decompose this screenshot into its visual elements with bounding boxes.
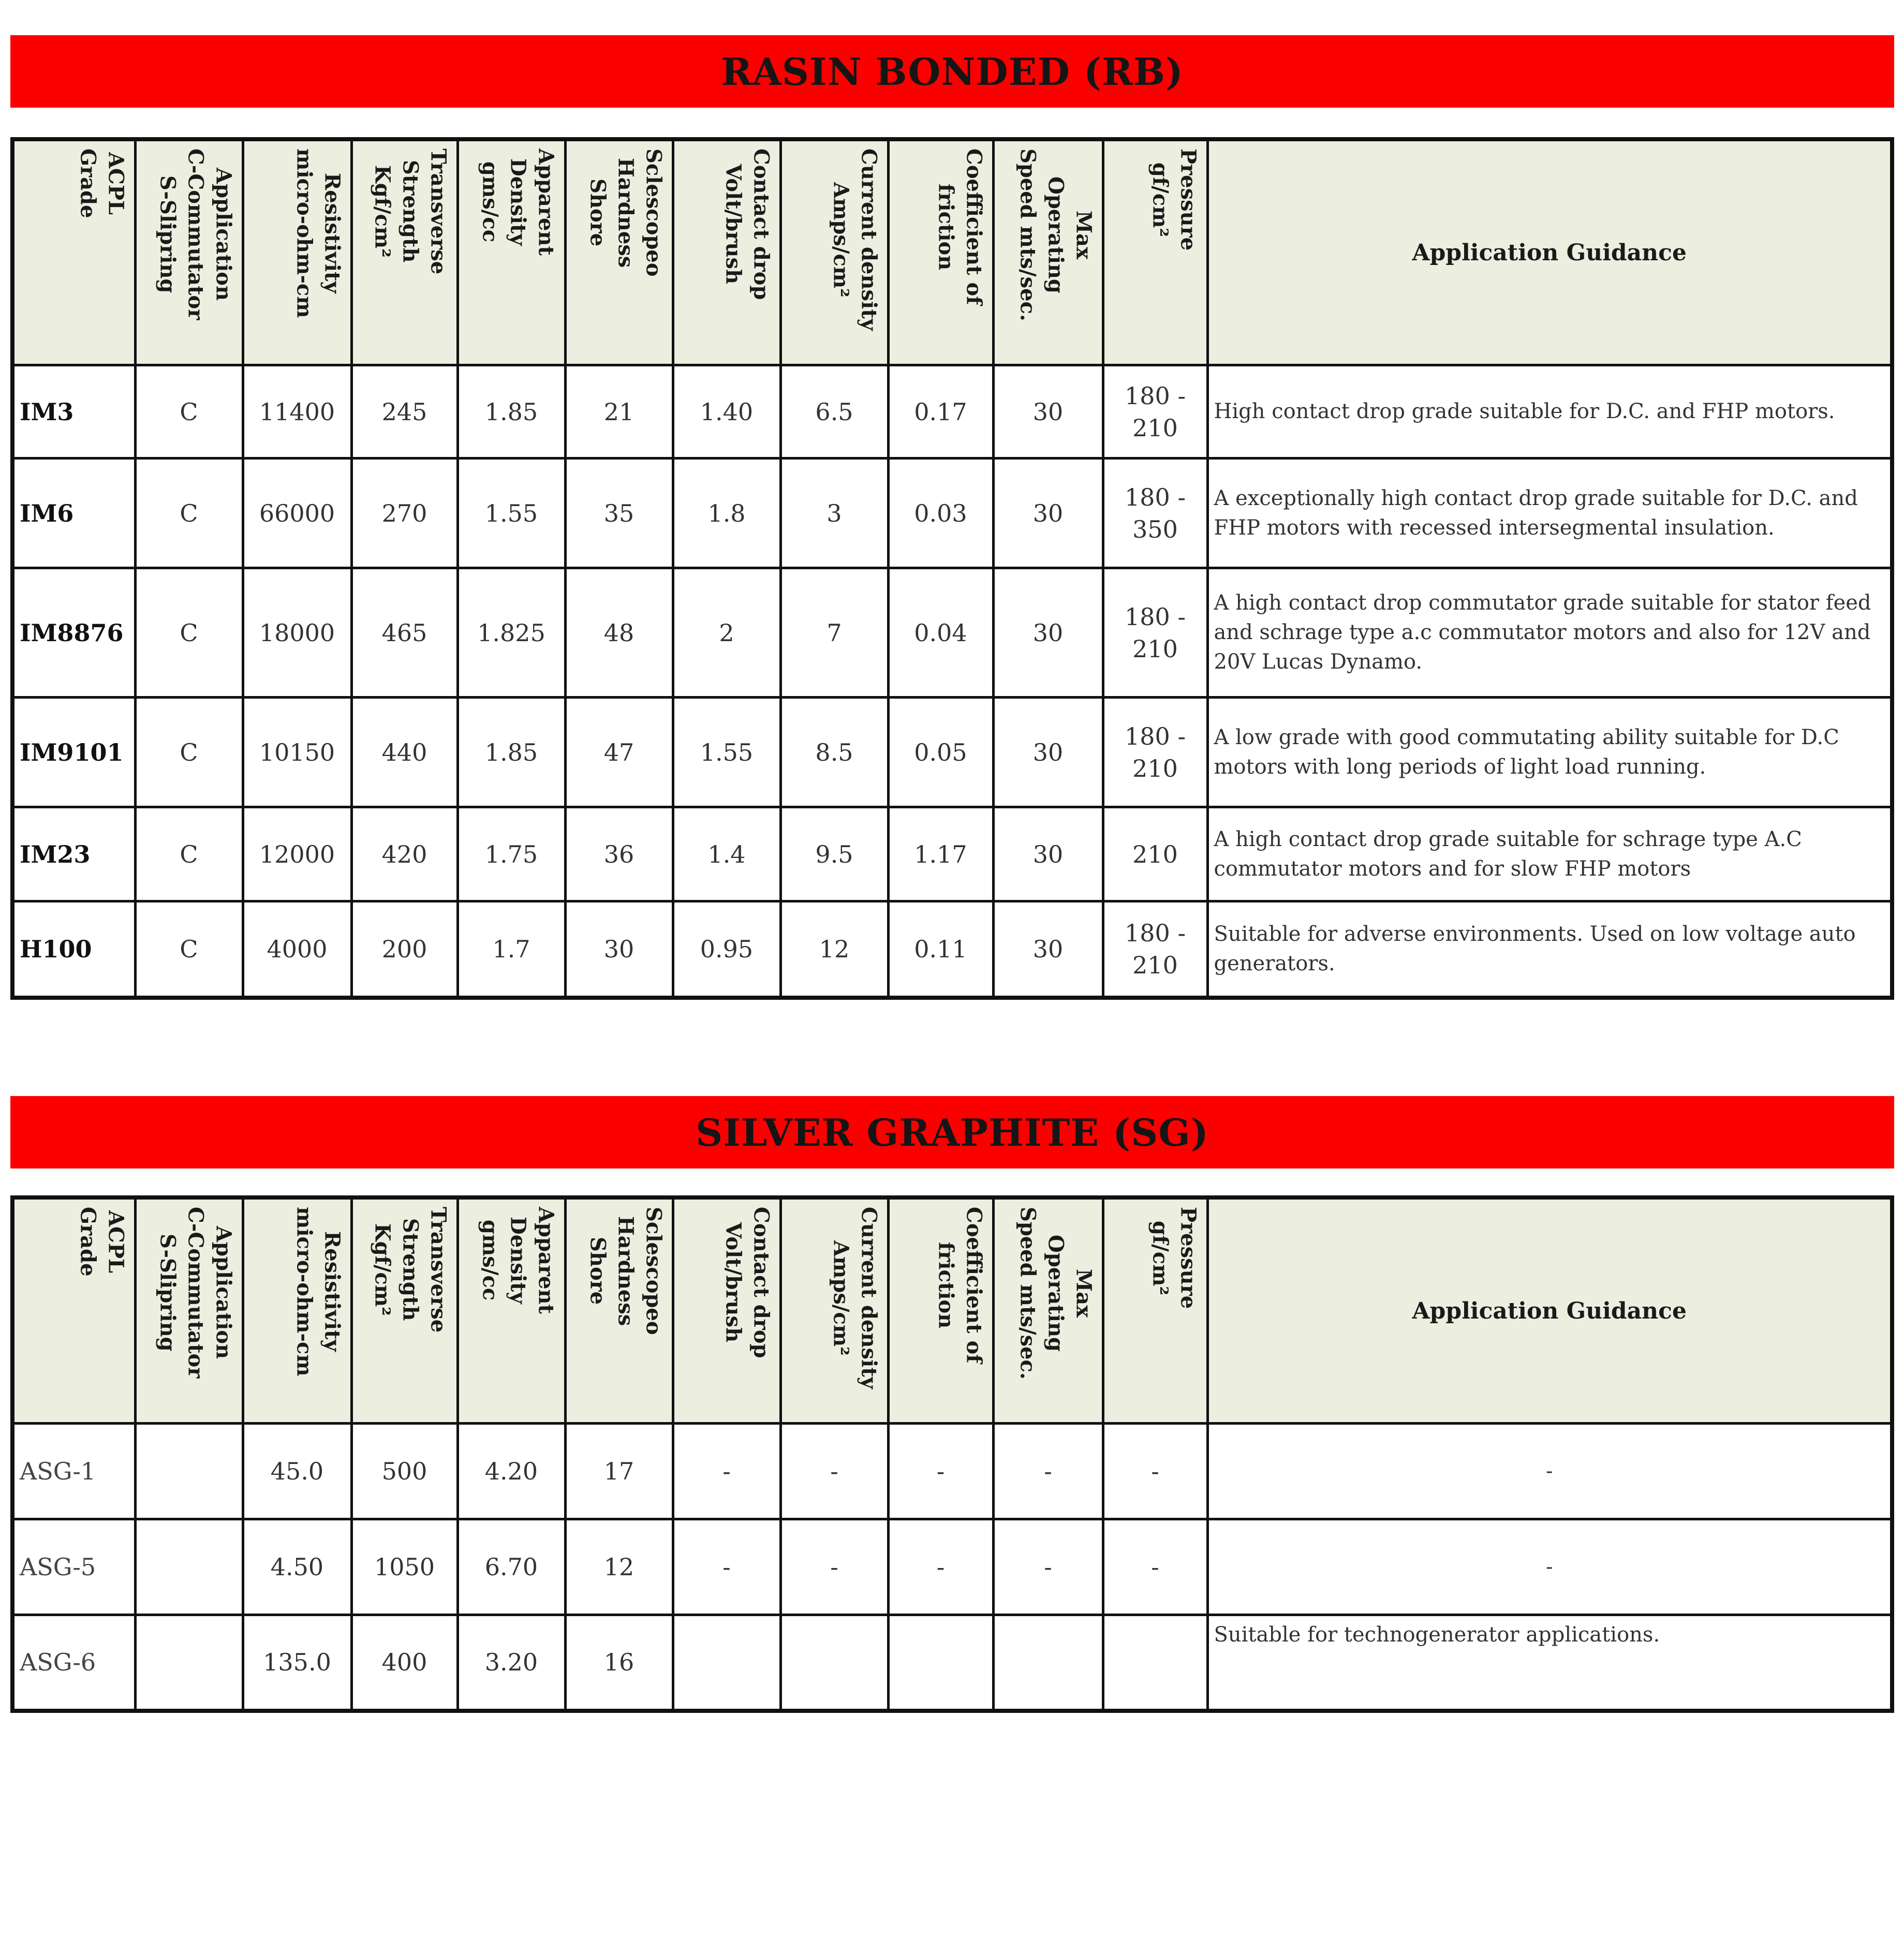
header-line: micro-ohm-cm <box>292 1207 317 1377</box>
header-transverse-strength <box>351 1197 457 1424</box>
cell-application <box>135 1519 243 1615</box>
table-row <box>12 1519 1892 1615</box>
header-line: Max <box>1071 210 1096 259</box>
cell-current-density: - <box>780 1424 888 1519</box>
header-line: Max <box>1071 1268 1096 1318</box>
grade-table-rasin-bonded <box>10 137 1894 1000</box>
cell-pressure <box>1103 568 1207 698</box>
header-line: friction <box>934 1241 958 1328</box>
cell-application: C <box>135 458 243 568</box>
cell-hardness: 47 <box>565 698 673 807</box>
pressure-line: 210 <box>1132 413 1178 442</box>
cell-pressure <box>1103 1519 1207 1615</box>
cell-friction: 0.05 <box>888 698 993 807</box>
header-line: Hardness <box>613 1216 638 1326</box>
header-line: Coefficient of <box>962 149 986 305</box>
table-row <box>12 1615 1892 1711</box>
cell-grade: IM9101 <box>12 698 135 807</box>
header-line: ACPL <box>104 1210 128 1273</box>
cell-speed: 30 <box>993 901 1103 998</box>
table-row <box>12 901 1892 998</box>
cell-strength: 245 <box>351 365 457 458</box>
header-acpl-grade <box>12 139 135 365</box>
cell-pressure <box>1103 901 1207 998</box>
cell-friction: - <box>888 1424 993 1519</box>
header-line: friction <box>934 183 958 270</box>
header-line: Transverse <box>426 149 451 275</box>
header-line: C-Commutator <box>183 1207 208 1379</box>
header-apparent-density <box>457 139 565 365</box>
cell-density: 1.55 <box>457 458 565 568</box>
cell-current-density: 3 <box>780 458 888 568</box>
cell-contact-drop: 1.55 <box>673 698 780 807</box>
cell-pressure <box>1103 1424 1207 1519</box>
header-max-operating-speed <box>993 1197 1103 1424</box>
cell-friction: - <box>888 1519 993 1615</box>
header-line: Operating <box>1043 1234 1068 1352</box>
cell-application <box>135 1424 243 1519</box>
header-line: S-Slipring <box>155 1233 180 1352</box>
cell-density: 1.7 <box>457 901 565 998</box>
header-line: Resistivity <box>320 173 345 294</box>
header-application-guidance: Application Guidance <box>1207 1197 1892 1424</box>
cell-speed: 30 <box>993 698 1103 807</box>
cell-application-guidance: Suitable for technogenerator applications. <box>1207 1615 1892 1711</box>
header-line: Operating <box>1043 176 1068 293</box>
cell-pressure <box>1103 807 1207 901</box>
header-line: Current density <box>857 1207 881 1389</box>
cell-friction: 0.11 <box>888 901 993 998</box>
header-line: gf/cm² <box>1148 162 1173 237</box>
cell-hardness: 30 <box>565 901 673 998</box>
header-line: Pressure <box>1176 149 1201 251</box>
cell-application: C <box>135 568 243 698</box>
grade-table-silver-graphite <box>10 1195 1894 1713</box>
pressure-line: 180 - <box>1125 919 1186 947</box>
section-title: SILVER GRAPHITE (SG) <box>696 1110 1209 1155</box>
header-line: Apparent <box>534 1207 558 1314</box>
cell-grade: ASG-6 <box>12 1615 135 1711</box>
pressure-line: 180 - <box>1125 483 1186 511</box>
header-line: gms/cc <box>478 1220 503 1301</box>
cell-application-guidance: Suitable for adverse environments. Used on low voltage auto generators. <box>1207 901 1892 998</box>
cell-density: 1.85 <box>457 365 565 458</box>
cell-contact-drop: 0.95 <box>673 901 780 998</box>
cell-strength: 270 <box>351 458 457 568</box>
cell-application-guidance: A high contact drop commutator grade suitable for stator feed and schrage type a.c commutator motors and also for 12V and 20V Lucas Dynamo. <box>1207 568 1892 698</box>
cell-density: 1.75 <box>457 807 565 901</box>
header-acpl-grade <box>12 1197 135 1424</box>
cell-pressure <box>1103 1615 1207 1711</box>
header-line: Strength <box>398 160 423 263</box>
cell-grade: H100 <box>12 901 135 998</box>
cell-application-guidance: A exceptionally high contact drop grade suitable for D.C. and FHP motors with recessed intersegmental insulation. <box>1207 458 1892 568</box>
header-current-density <box>780 139 888 365</box>
cell-pressure <box>1103 458 1207 568</box>
header-application-guidance: Application Guidance <box>1207 139 1892 365</box>
cell-application-guidance: - <box>1207 1519 1892 1615</box>
cell-hardness: 21 <box>565 365 673 458</box>
header-application <box>135 1197 243 1424</box>
cell-speed <box>993 1615 1103 1711</box>
cell-application-guidance: - <box>1207 1424 1892 1519</box>
cell-current-density: 9.5 <box>780 807 888 901</box>
header-sclescopeo-hardness <box>565 1197 673 1424</box>
cell-application: C <box>135 698 243 807</box>
cell-speed: 30 <box>993 807 1103 901</box>
cell-resistivity: 12000 <box>243 807 351 901</box>
cell-current-density: - <box>780 1519 888 1615</box>
cell-strength: 200 <box>351 901 457 998</box>
header-current-density <box>780 1197 888 1424</box>
header-resistivity <box>243 139 351 365</box>
cell-friction: 0.03 <box>888 458 993 568</box>
header-transverse-strength <box>351 139 457 365</box>
pressure-line: 180 - <box>1125 722 1186 750</box>
header-line: Transverse <box>426 1207 451 1333</box>
cell-strength: 1050 <box>351 1519 457 1615</box>
header-line: Coefficient of <box>962 1207 986 1364</box>
cell-application-guidance: A high contact drop grade suitable for schrage type A.C commutator motors and for slow FHP motors <box>1207 807 1892 901</box>
cell-contact-drop: 1.40 <box>673 365 780 458</box>
cell-hardness: 16 <box>565 1615 673 1711</box>
header-line: Speed mts/sec. <box>1015 149 1040 321</box>
section-banner-silver-graphite <box>10 1096 1894 1168</box>
header-apparent-density <box>457 1197 565 1424</box>
header-line: Apparent <box>534 149 558 256</box>
cell-current-density: 12 <box>780 901 888 998</box>
cell-application <box>135 1615 243 1711</box>
cell-density: 3.20 <box>457 1615 565 1711</box>
header-sclescopeo-hardness <box>565 139 673 365</box>
cell-contact-drop: - <box>673 1424 780 1519</box>
header-coefficient-of-friction <box>888 1197 993 1424</box>
cell-strength: 420 <box>351 807 457 901</box>
header-line: Sclescopeo <box>641 149 666 277</box>
cell-current-density: 8.5 <box>780 698 888 807</box>
cell-contact-drop: 2 <box>673 568 780 698</box>
header-line: Volt/brush <box>721 1222 746 1343</box>
cell-current-density <box>780 1615 888 1711</box>
header-line: C-Commutator <box>183 149 208 320</box>
pressure-line: 210 <box>1132 754 1178 782</box>
cell-speed: - <box>993 1519 1103 1615</box>
header-max-operating-speed <box>993 139 1103 365</box>
cell-strength: 400 <box>351 1615 457 1711</box>
cell-density: 4.20 <box>457 1424 565 1519</box>
header-line: Sclescopeo <box>641 1207 666 1335</box>
cell-friction: 0.17 <box>888 365 993 458</box>
cell-hardness: 12 <box>565 1519 673 1615</box>
pressure-line: 180 - <box>1125 381 1186 410</box>
cell-hardness: 48 <box>565 568 673 698</box>
cell-current-density: 7 <box>780 568 888 698</box>
cell-speed: - <box>993 1424 1103 1519</box>
header-contact-drop <box>673 139 780 365</box>
table-row <box>12 458 1892 568</box>
cell-strength: 500 <box>351 1424 457 1519</box>
table-row <box>12 568 1892 698</box>
cell-strength: 440 <box>351 698 457 807</box>
cell-strength: 465 <box>351 568 457 698</box>
header-line: Application <box>211 168 236 301</box>
pressure-line: 180 - <box>1125 602 1186 631</box>
header-line: S-Slipring <box>155 175 180 293</box>
cell-speed: 30 <box>993 568 1103 698</box>
cell-resistivity: 10150 <box>243 698 351 807</box>
pressure-line: 350 <box>1132 515 1178 543</box>
header-line: Contact drop <box>749 149 774 300</box>
header-coefficient-of-friction <box>888 139 993 365</box>
cell-density: 1.85 <box>457 698 565 807</box>
header-line: gms/cc <box>478 161 503 243</box>
cell-resistivity: 11400 <box>243 365 351 458</box>
cell-density: 1.825 <box>457 568 565 698</box>
header-line: Amps/cm² <box>829 182 853 298</box>
header-line: Current density <box>857 149 881 331</box>
section-banner-rasin-bonded <box>10 35 1894 108</box>
header-line: Grade <box>76 149 100 218</box>
cell-grade: IM6 <box>12 458 135 568</box>
header-line: Shore <box>585 179 610 247</box>
header-pressure <box>1103 1197 1207 1424</box>
cell-current-density: 6.5 <box>780 365 888 458</box>
cell-grade: IM8876 <box>12 568 135 698</box>
header-line: gf/cm² <box>1148 1220 1173 1295</box>
header-line: Pressure <box>1176 1207 1201 1309</box>
pressure-line: - <box>1151 1457 1159 1485</box>
cell-resistivity: 45.0 <box>243 1424 351 1519</box>
header-line: ACPL <box>104 152 128 215</box>
cell-speed: 30 <box>993 365 1103 458</box>
cell-application: C <box>135 365 243 458</box>
cell-contact-drop: 1.4 <box>673 807 780 901</box>
header-line: Hardness <box>613 157 638 268</box>
header-line: Volt/brush <box>721 164 746 285</box>
cell-hardness: 36 <box>565 807 673 901</box>
cell-grade: ASG-5 <box>12 1519 135 1615</box>
cell-friction: 0.04 <box>888 568 993 698</box>
cell-friction: 1.17 <box>888 807 993 901</box>
table-row <box>12 807 1892 901</box>
cell-application: C <box>135 901 243 998</box>
cell-resistivity: 66000 <box>243 458 351 568</box>
header-line: Speed mts/sec. <box>1015 1207 1040 1380</box>
header-line: Contact drop <box>749 1207 774 1358</box>
cell-pressure <box>1103 365 1207 458</box>
pressure-line: - <box>1151 1553 1159 1581</box>
header-line: Application <box>211 1226 236 1359</box>
cell-density: 6.70 <box>457 1519 565 1615</box>
header-contact-drop <box>673 1197 780 1424</box>
cell-friction <box>888 1615 993 1711</box>
header-line: Shore <box>585 1237 610 1305</box>
pressure-line: 210 <box>1132 951 1178 979</box>
header-line: Kgf/cm² <box>370 165 395 258</box>
header-line: Strength <box>398 1218 423 1321</box>
cell-contact-drop: - <box>673 1519 780 1615</box>
header-line: Density <box>506 1217 530 1304</box>
cell-pressure <box>1103 698 1207 807</box>
cell-resistivity: 135.0 <box>243 1615 351 1711</box>
header-resistivity <box>243 1197 351 1424</box>
cell-hardness: 35 <box>565 458 673 568</box>
header-line: Density <box>506 158 530 246</box>
cell-grade: IM3 <box>12 365 135 458</box>
section-title: RASIN BONDED (RB) <box>721 49 1184 94</box>
cell-speed: 30 <box>993 458 1103 568</box>
cell-contact-drop: 1.8 <box>673 458 780 568</box>
cell-contact-drop <box>673 1615 780 1711</box>
pressure-line: 210 <box>1132 840 1178 868</box>
cell-resistivity: 4000 <box>243 901 351 998</box>
header-line: Grade <box>76 1207 100 1277</box>
table-row <box>12 1424 1892 1519</box>
header-pressure <box>1103 139 1207 365</box>
header-line: Kgf/cm² <box>370 1223 395 1316</box>
cell-application-guidance: High contact drop grade suitable for D.C. and FHP motors. <box>1207 365 1892 458</box>
header-line: Resistivity <box>320 1231 345 1352</box>
cell-resistivity: 4.50 <box>243 1519 351 1615</box>
table-row <box>12 698 1892 807</box>
cell-grade: IM23 <box>12 807 135 901</box>
cell-resistivity: 18000 <box>243 568 351 698</box>
header-line: micro-ohm-cm <box>292 149 317 318</box>
pressure-line: 210 <box>1132 634 1178 663</box>
cell-hardness: 17 <box>565 1424 673 1519</box>
cell-grade: ASG-1 <box>12 1424 135 1519</box>
header-application <box>135 139 243 365</box>
cell-application: C <box>135 807 243 901</box>
table-row <box>12 365 1892 458</box>
header-line: Amps/cm² <box>829 1240 853 1356</box>
cell-application-guidance: A low grade with good commutating ability suitable for D.C motors with long periods of light load running. <box>1207 698 1892 807</box>
